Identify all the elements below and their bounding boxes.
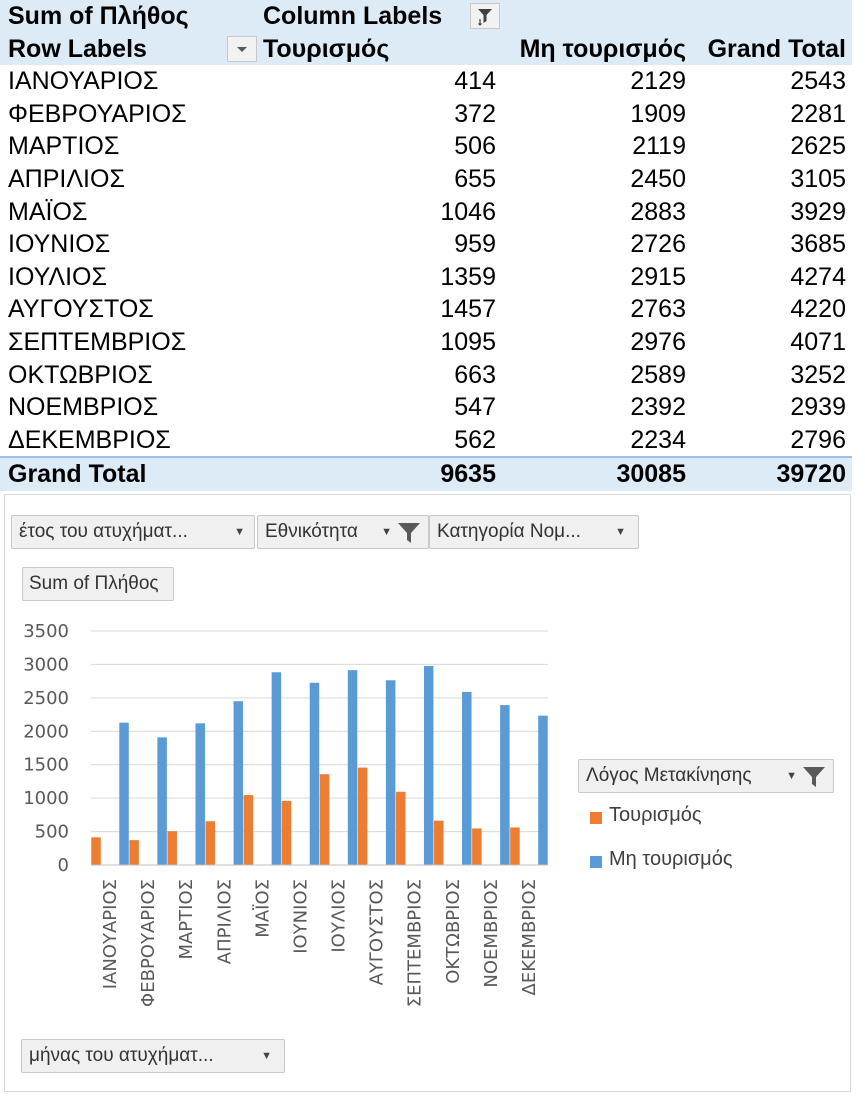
y-tick-label: 1500: [23, 754, 69, 776]
chevron-down-icon: ▼: [234, 526, 245, 538]
table-row: [0, 391, 852, 424]
bar-tourism[interactable]: [396, 792, 406, 865]
cell-non-tourism: 2129: [630, 67, 686, 96]
pivot-table: [0, 0, 852, 491]
pivot-header-row-2: [0, 33, 852, 66]
legend-field-button[interactable]: [578, 759, 834, 793]
table-row: [0, 261, 852, 294]
row-label: ΜΑΡΤΙΟΣ: [8, 132, 120, 161]
grand-total-non-tourism: 30085: [616, 460, 686, 489]
table-row: [0, 293, 852, 326]
cell-non-tourism: 2450: [630, 164, 686, 193]
col-header-tourism: Τουρισμός: [263, 34, 390, 63]
grand-total-label: Grand Total: [8, 460, 147, 489]
bar-non-tourism[interactable]: [462, 692, 472, 865]
row-label: ΙΟΥΛΙΟΣ: [8, 262, 107, 291]
row-label: ΜΑΪΟΣ: [8, 197, 88, 226]
y-tick-label: 1000: [23, 788, 69, 810]
bar-non-tourism[interactable]: [386, 680, 396, 865]
bar-non-tourism[interactable]: [157, 737, 167, 865]
row-label: ΑΠΡΙΛΙΟΣ: [8, 164, 125, 193]
chart-plot-area: [5, 495, 850, 1091]
cell-tourism: 1457: [440, 295, 496, 324]
y-tick-label: 2500: [23, 687, 69, 709]
legend-label-tourism: Τουρισμός: [609, 804, 702, 826]
table-row: [0, 130, 852, 163]
year-filter-label: έτος του ατυχήματ...: [19, 521, 188, 542]
table-row: [0, 98, 852, 131]
category-filter-label: Κατηγορία Νομ...: [437, 521, 581, 542]
x-tick-label: ΑΥΓΟΥΣΤΟΣ: [366, 879, 388, 986]
row-labels-header: Row Labels: [8, 34, 147, 63]
cell-grand-total: 2625: [790, 132, 846, 161]
y-tick-label: 0: [57, 855, 69, 876]
chevron-down-icon: ▼: [786, 770, 797, 782]
cell-grand-total: 4071: [790, 327, 846, 356]
cell-grand-total: 3929: [790, 197, 846, 226]
y-tick-label: 2000: [23, 721, 69, 743]
y-tick-label: 3500: [23, 621, 69, 642]
x-tick-label: ΔΕΚΕΜΒΡΙΟΣ: [518, 879, 540, 996]
table-row: [0, 424, 852, 457]
cell-tourism: 547: [454, 393, 496, 422]
x-tick-label: ΟΚΤΩΒΡΙΟΣ: [442, 879, 464, 984]
legend-field-label: Λόγος Μετακίνησης: [586, 765, 752, 786]
bar-tourism[interactable]: [206, 821, 216, 865]
cell-non-tourism: 2763: [630, 295, 686, 324]
bar-non-tourism[interactable]: [424, 666, 434, 865]
pivot-chart: [4, 494, 851, 1092]
cell-tourism: 562: [454, 425, 496, 454]
cell-non-tourism: 2726: [630, 230, 686, 259]
table-row: [0, 326, 852, 359]
cell-non-tourism: 2119: [632, 132, 686, 161]
value-field-label: Sum of Πλήθος: [29, 573, 159, 594]
bar-tourism[interactable]: [91, 837, 101, 865]
row-label: ΔΕΚΕΜΒΡΙΟΣ: [8, 425, 171, 454]
legend-swatch-non-tourism: [590, 856, 602, 868]
grand-total-row: [0, 456, 852, 491]
cell-tourism: 372: [454, 99, 496, 128]
cell-grand-total: 3685: [790, 230, 846, 259]
chevron-down-icon: ▼: [261, 1050, 272, 1062]
bar-tourism[interactable]: [358, 768, 368, 865]
bar-non-tourism[interactable]: [538, 716, 548, 865]
legend-label-non-tourism: Μη τουρισμός: [609, 848, 733, 870]
legend-swatch-tourism: [590, 812, 602, 824]
y-tick-label: 3000: [23, 654, 69, 676]
bar-tourism[interactable]: [129, 840, 139, 865]
cell-grand-total: 4220: [790, 295, 846, 324]
chevron-down-icon: ▼: [381, 526, 392, 538]
funnel-filter-icon: [801, 764, 827, 790]
axis-field-label: μήνας του ατυχήματ...: [29, 1045, 214, 1066]
row-label: ΣΕΠΤΕΜΒΡΙΟΣ: [8, 327, 187, 356]
x-tick-label: ΜΑΪΟΣ: [252, 879, 274, 938]
nationality-filter-label: Εθνικότητα: [265, 521, 358, 542]
bar-tourism[interactable]: [320, 774, 330, 865]
cell-grand-total: 3105: [790, 164, 846, 193]
chevron-down-icon: ▼: [615, 526, 626, 538]
cell-tourism: 1046: [440, 197, 496, 226]
row-label: ΟΚΤΩΒΡΙΟΣ: [8, 360, 153, 389]
cell-tourism: 655: [454, 164, 496, 193]
grand-total-all: 39720: [776, 460, 846, 489]
corner-label: Sum of Πλήθος: [8, 2, 189, 30]
cell-tourism: 1359: [440, 262, 496, 291]
x-tick-label: ΑΠΡΙΛΙΟΣ: [214, 879, 236, 965]
cell-tourism: 506: [454, 132, 496, 161]
bar-non-tourism[interactable]: [310, 683, 320, 865]
row-label: ΑΥΓΟΥΣΤΟΣ: [8, 295, 154, 324]
row-label: ΙΑΝΟΥΑΡΙΟΣ: [8, 67, 159, 96]
cell-non-tourism: 2392: [630, 393, 686, 422]
x-tick-label: ΝΟΕΜΒΡΙΟΣ: [480, 879, 502, 988]
bar-tourism[interactable]: [282, 801, 292, 865]
cell-grand-total: 2796: [790, 425, 846, 454]
cell-grand-total: 2939: [790, 393, 846, 422]
cell-non-tourism: 2234: [630, 425, 686, 454]
bar-non-tourism[interactable]: [272, 672, 282, 865]
cell-tourism: 414: [454, 67, 496, 96]
table-row: [0, 163, 852, 196]
bar-non-tourism[interactable]: [500, 705, 510, 865]
cell-tourism: 959: [454, 230, 496, 259]
y-tick-label: 500: [34, 821, 69, 843]
col-header-grand-total: Grand Total: [707, 34, 846, 63]
row-label: ΦΕΒΡΟΥΑΡΙΟΣ: [8, 99, 187, 128]
table-row: [0, 196, 852, 229]
x-tick-label: ΙΑΝΟΥΑΡΙΟΣ: [100, 879, 122, 990]
table-row: [0, 228, 852, 261]
row-labels-dropdown-icon[interactable]: [227, 36, 257, 62]
cell-grand-total: 2281: [790, 99, 846, 128]
cell-non-tourism: 2589: [630, 360, 686, 389]
x-tick-label: ΙΟΥΝΙΟΣ: [290, 879, 312, 954]
x-tick-label: ΣΕΠΤΕΜΒΡΙΟΣ: [404, 879, 426, 1008]
col-header-non-tourism: Μη τουρισμός: [519, 34, 686, 63]
row-label: ΙΟΥΝΙΟΣ: [8, 230, 111, 259]
row-label: ΝΟΕΜΒΡΙΟΣ: [8, 393, 159, 422]
bar-tourism[interactable]: [244, 795, 254, 865]
cell-grand-total: 4274: [790, 262, 846, 291]
cell-non-tourism: 2915: [630, 262, 686, 291]
cell-grand-total: 2543: [790, 67, 846, 96]
cell-non-tourism: 2883: [630, 197, 686, 226]
cell-tourism: 663: [454, 360, 496, 389]
bar-tourism[interactable]: [510, 827, 520, 865]
axis-field-button[interactable]: [21, 1039, 285, 1073]
table-row: [0, 359, 852, 392]
bar-non-tourism[interactable]: [119, 723, 128, 865]
bar-non-tourism[interactable]: [195, 723, 205, 865]
cell-non-tourism: 2976: [630, 327, 686, 356]
x-tick-label: ΜΑΡΤΙΟΣ: [176, 879, 198, 960]
grand-total-tourism: 9635: [440, 460, 496, 489]
x-tick-label: ΙΟΥΛΙΟΣ: [328, 879, 350, 953]
table-row: [0, 65, 852, 98]
bar-tourism[interactable]: [434, 821, 444, 865]
cell-tourism: 1095: [440, 327, 496, 356]
bar-tourism[interactable]: [472, 828, 482, 865]
bar-tourism[interactable]: [167, 831, 177, 865]
pivot-header-row-1: [0, 0, 852, 33]
column-labels-header: Column Labels: [263, 2, 443, 30]
x-tick-label: ΦΕΒΡΟΥΑΡΙΟΣ: [138, 879, 160, 1007]
cell-non-tourism: 1909: [630, 99, 686, 128]
bar-non-tourism[interactable]: [234, 701, 244, 865]
column-labels-filter-sort-icon[interactable]: [470, 3, 500, 29]
cell-grand-total: 3252: [790, 360, 846, 389]
bar-non-tourism[interactable]: [348, 670, 358, 865]
